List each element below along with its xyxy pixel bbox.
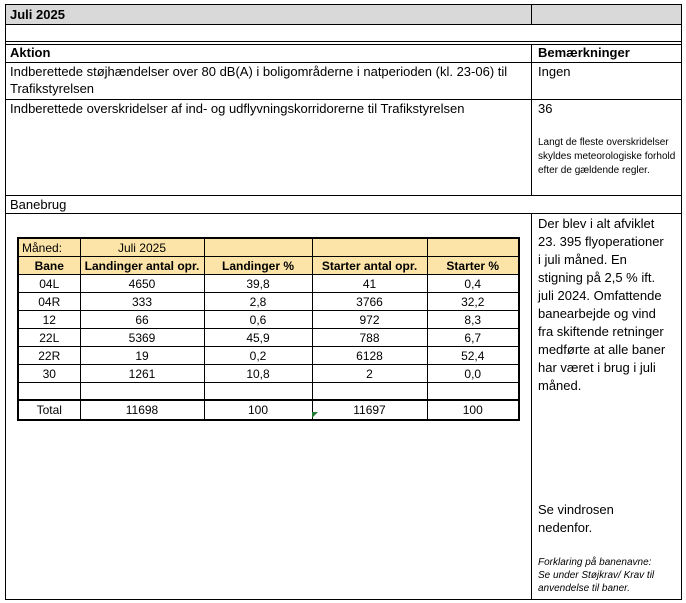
cell: 22L bbox=[19, 329, 80, 347]
cell: 3766 bbox=[312, 293, 427, 311]
col-header: Bane bbox=[19, 257, 80, 275]
section-label-banebrug: Banebrug bbox=[10, 197, 67, 212]
cell: 19 bbox=[80, 347, 204, 365]
cell-comment-marker bbox=[312, 412, 318, 418]
rule bbox=[531, 44, 532, 195]
cell: 6,7 bbox=[427, 329, 518, 347]
rule bbox=[5, 213, 682, 214]
table-row bbox=[19, 275, 518, 293]
col-header: Starter antal opr. bbox=[312, 257, 427, 275]
remark-line: banearbejde og vind bbox=[538, 306, 656, 321]
month-value: Juli 2025 bbox=[80, 239, 204, 257]
wind-note bbox=[538, 501, 614, 537]
cell: 8,3 bbox=[427, 311, 518, 329]
row-remark-note: Langt de fleste overskridelser skyldes meteorologiske forhold efter de gældende regler. bbox=[538, 137, 676, 176]
col-header: Landinger antal opr. bbox=[80, 257, 204, 275]
row-action-text: Indberettede støjhændelser over 80 dB(A) i boligområderne i natperioden (kl. 23-06) til Trafikstyrelsen bbox=[10, 64, 508, 96]
cell: 10,8 bbox=[204, 365, 312, 383]
cell: 30 bbox=[19, 365, 80, 383]
cell: 66 bbox=[80, 311, 204, 329]
rule bbox=[531, 213, 532, 600]
month-label: Måned: bbox=[19, 239, 80, 257]
remark-line: har været i brug i juli bbox=[538, 360, 656, 375]
row-remark-text: 36 bbox=[538, 101, 553, 116]
cell: 2 bbox=[312, 365, 427, 383]
table-total-row bbox=[19, 400, 518, 419]
cell: 41 bbox=[312, 275, 427, 293]
col-header: Starter % bbox=[427, 257, 518, 275]
cell: 0,2 bbox=[204, 347, 312, 365]
remark-line: fra skiftende retninger bbox=[538, 324, 664, 339]
cell: 5369 bbox=[80, 329, 204, 347]
cell: 32,2 bbox=[427, 293, 518, 311]
cell: 4650 bbox=[80, 275, 204, 293]
cell: 0,4 bbox=[427, 275, 518, 293]
remark-line: juli 2024. Omfattende bbox=[538, 288, 662, 303]
cell: 52,4 bbox=[427, 347, 518, 365]
row-action-text: Indberettede overskridelser af ind- og udflyvningskorridorerne til Trafikstyrelsen bbox=[10, 101, 465, 116]
remark-line: i juli måned. En bbox=[538, 252, 627, 267]
cell: 0,6 bbox=[204, 311, 312, 329]
banebrug-remark bbox=[538, 215, 665, 395]
cell: 100 bbox=[462, 403, 483, 417]
remark-line: 23. 395 flyoperationer bbox=[538, 234, 664, 249]
col-header: Landinger % bbox=[204, 257, 312, 275]
remark-line: stigning på 2,5 % ift. bbox=[538, 270, 656, 285]
runway-name-explanation bbox=[538, 556, 654, 595]
page-title: Juli 2025 bbox=[10, 7, 65, 22]
table-row bbox=[19, 293, 518, 311]
column-header-remarks: Bemærkninger bbox=[538, 45, 630, 60]
remark-line: måned. bbox=[538, 378, 582, 393]
cell: 11698 bbox=[80, 400, 204, 419]
column-header-action: Aktion bbox=[10, 45, 51, 60]
cell: 04L bbox=[19, 275, 80, 293]
explanation-line: Forklaring på banenavne: bbox=[538, 557, 652, 568]
cell: 39,8 bbox=[204, 275, 312, 293]
cell: 12 bbox=[19, 311, 80, 329]
table-header-row bbox=[19, 257, 518, 275]
cell: 333 bbox=[80, 293, 204, 311]
cell: 972 bbox=[312, 311, 427, 329]
explanation-line: Se under Støjkrav/ Krav til bbox=[538, 570, 655, 581]
runway-usage-table bbox=[17, 237, 520, 421]
cell: 11697 bbox=[312, 400, 427, 419]
document-page bbox=[5, 4, 682, 600]
cell: Total bbox=[19, 400, 80, 419]
cell: 100 bbox=[204, 400, 312, 419]
rule bbox=[5, 195, 682, 196]
rule bbox=[531, 4, 532, 24]
table-row bbox=[19, 311, 518, 329]
table-row bbox=[19, 365, 518, 383]
rule bbox=[5, 24, 682, 25]
cell: 04R bbox=[19, 293, 80, 311]
cell: 45,9 bbox=[204, 329, 312, 347]
cell: 1261 bbox=[80, 365, 204, 383]
explanation-line: anvendelse til baner. bbox=[538, 583, 630, 594]
cell: 0,0 bbox=[427, 365, 518, 383]
rule bbox=[5, 4, 6, 600]
wind-note-line: Se vindrosen bbox=[538, 502, 614, 517]
rule bbox=[5, 41, 682, 42]
cell: 6128 bbox=[312, 347, 427, 365]
cell: 788 bbox=[312, 329, 427, 347]
table-row bbox=[19, 347, 518, 365]
remark-line: Der blev i alt afviklet bbox=[538, 216, 655, 231]
rule bbox=[681, 4, 682, 600]
header-band bbox=[5, 4, 682, 24]
table-month-row bbox=[19, 239, 518, 257]
table-row bbox=[19, 329, 518, 347]
rule bbox=[5, 4, 682, 5]
cell: 2,8 bbox=[204, 293, 312, 311]
cell: 22R bbox=[19, 347, 80, 365]
rule bbox=[5, 599, 682, 600]
wind-note-line: nedenfor. bbox=[538, 520, 593, 535]
remark-line: medførte at alle baner bbox=[538, 342, 666, 357]
row-remark-text: Ingen bbox=[538, 64, 571, 79]
table-row-blank bbox=[19, 383, 518, 401]
